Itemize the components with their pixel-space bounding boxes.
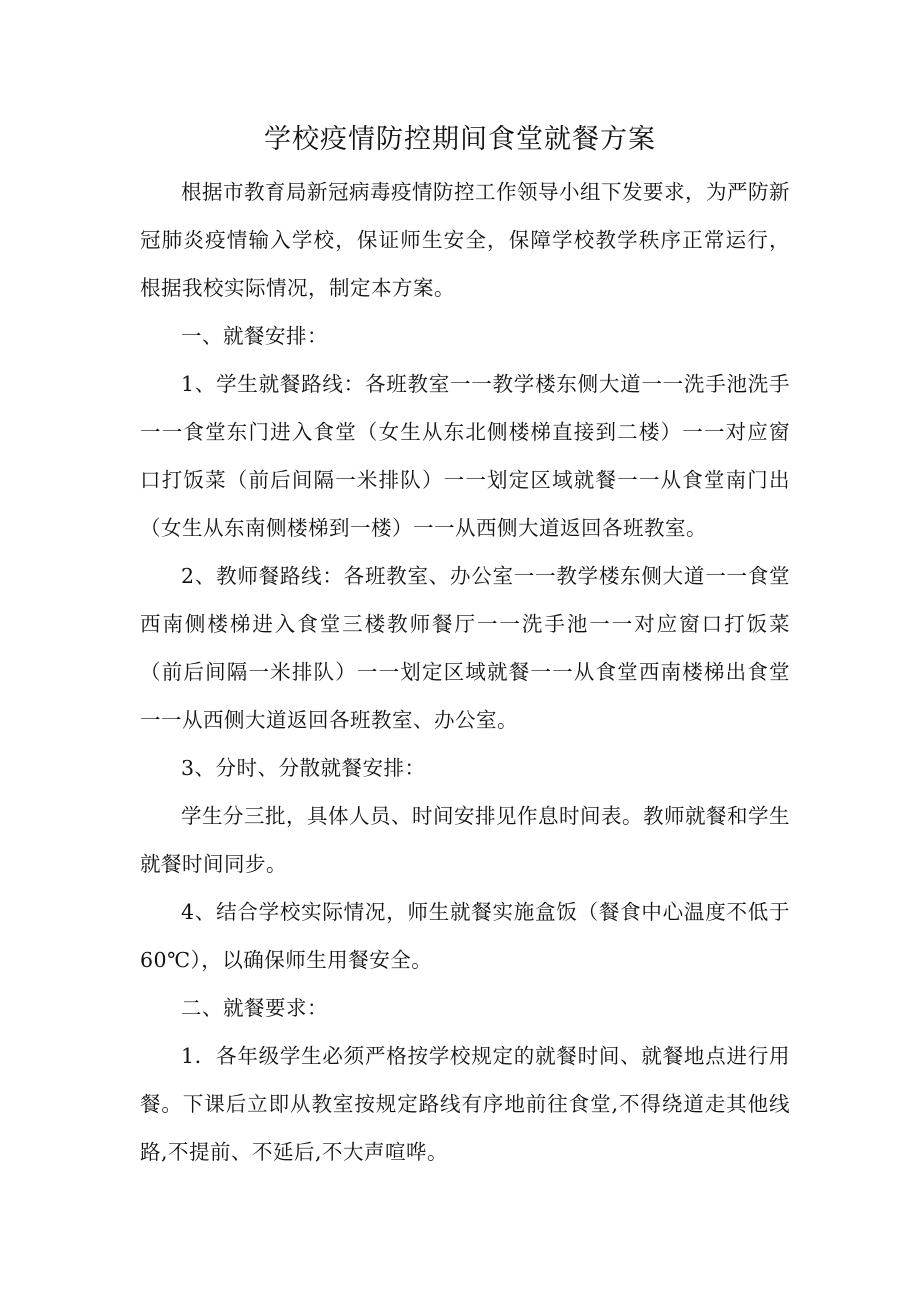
paragraph-requirement-1: 1．各年级学生必须严格按学校规定的就餐时间、就餐地点进行用餐。下课后立即从教室按规定路线有序地前往食堂,不得绕道走其他线路,不提前、不延后,不大声喧哗。 [140, 1044, 790, 1164]
paragraph-boxed-meals: 4、结合学校实际情况，师生就餐实施盒饭（餐食中心温度不低于60℃），以确保师生用餐安全。 [140, 900, 790, 972]
intro-paragraph: 根据市教育局新冠病毒疫情防控工作领导小组下发要求，为严防新冠肺炎疫情输入学校，保证师生安全，保障学校教学秩序正常运行，根据我校实际情况，制定本方案。 [140, 180, 790, 300]
document-body [140, 168, 790, 1176]
document-title: 学校疫情防控期间食堂就餐方案 [264, 124, 656, 155]
paragraph-batches: 学生分三批，具体人员、时间安排见作息时间表。教师就餐和学生就餐时间同步。 [140, 804, 790, 876]
section-heading-requirements: 二、就餐要求： [181, 996, 328, 1020]
paragraph-staggered-heading: 3、分时、分散就餐安排： [181, 756, 426, 780]
paragraph-teacher-route: 2、教师餐路线：各班教室、办公室一一教学楼东侧大道一一食堂西南侧楼梯进入食堂三楼教师餐厅一一洗手池一一对应窗口打饭菜（前后间隔一米排队）一一划定区域就餐一一从食堂西南楼梯出食堂一一从西侧大道返回各班教室、办公室。 [140, 564, 790, 732]
paragraph-student-route: 1、学生就餐路线：各班教室一一教学楼东侧大道一一洗手池洗手一一食堂东门进入食堂（女生从东北侧楼梯直接到二楼）一一对应窗口打饭菜（前后间隔一米排队）一一划定区域就餐一一从食堂南门出（女生从东南侧楼梯到一楼）一一从西侧大道返回各班教室。 [140, 372, 790, 540]
section-heading-arrangement: 一、就餐安排： [181, 324, 328, 348]
